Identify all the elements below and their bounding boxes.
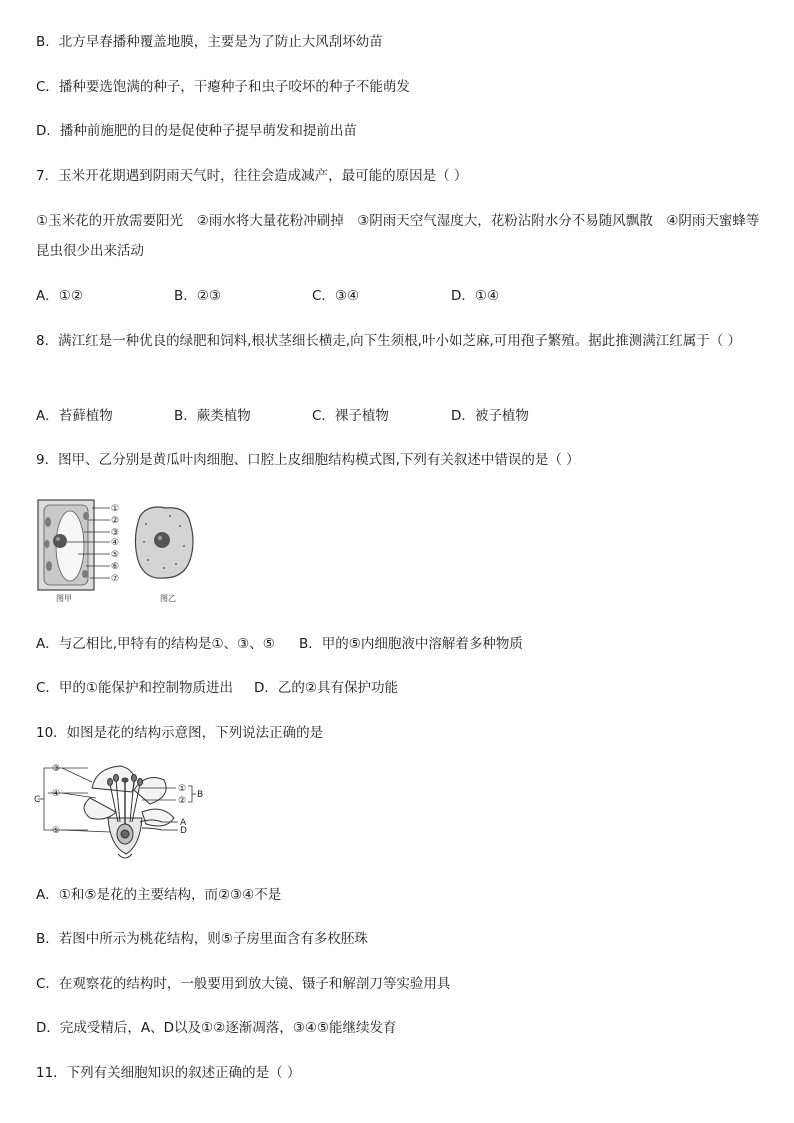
flower-label-a: A [180,818,187,828]
q6-option-c: C．播种要选饱满的种子，干瘪种子和虫子咬坏的种子不能萌发 [36,79,410,95]
flower-structure-figure [34,762,214,862]
fig-label-3: ③ [111,528,120,538]
fig-label-5: ⑤ [111,550,120,560]
q10-option-d: D．完成受精后，A、D以及①②逐渐凋落，③④⑤能继续发育 [36,1020,397,1036]
q7-option-a: A．①② [36,288,83,304]
fig-label-1: ① [111,504,120,514]
q8-option-a: A．苔藓植物 [36,408,113,424]
q7-stem: 7．玉米开花期遇到阴雨天气时，往往会造成减产，最可能的原因是（ ） [36,168,468,184]
plant-cell-diagram [38,500,94,590]
q8-option-d: D．被子植物 [451,408,529,424]
q6-option-d: D．播种前施肥的目的是促使种子提早萌发和提前出苗 [36,123,357,139]
q8-stem: 8．满江红是一种优良的绿肥和饲料,根状茎细长横走,向下生须根,叶小如芝麻,可用孢子繁殖。据此推测满江红属于（ ） [36,333,742,349]
brace-b-label: B [197,790,204,800]
fig-label-7: ⑦ [111,574,120,584]
q11-stem: 11．下列有关细胞知识的叙述正确的是（ ） [36,1065,301,1081]
q10-option-a: A．①和⑤是花的主要结构，而②③④不是 [36,887,282,903]
fig-label-6: ⑥ [111,562,120,572]
caption-animal-cell: 图乙 [160,594,176,603]
brace-c-label: C [34,795,41,805]
q9-option-a: A．与乙相比,甲特有的结构是①、③、⑤ [36,636,275,652]
flower-label-4: ④ [52,789,61,799]
animal-cell-diagram [135,507,193,578]
flower-label-3: ③ [52,764,61,774]
q10-stem: 10．如图是花的结构示意图，下列说法正确的是 [36,725,324,741]
fig-label-2: ② [111,516,120,526]
q9-option-d: D．乙的②具有保护功能 [254,680,398,696]
q10-option-b: B．若图中所示为桃花结构，则⑤子房里面含有多枚胚珠 [36,931,368,947]
flower-label-2: ② [178,796,187,806]
q7-option-c: C．③④ [312,288,360,304]
flower-label-5: ⑤ [52,826,61,836]
q7-option-d: D．①④ [451,288,500,304]
q9-option-c: C．甲的①能保护和控制物质进出 [36,680,234,696]
fig-label-4: ④ [111,538,120,548]
q7-statements: ①玉米花的开放需要阳光 ②雨水将大量花粉冲刷掉 ③阴雨天空气湿度大，花粉沾附水分不易随风飘散 ④阴雨天蜜蜂等昆虫很少出来活动 [36,213,760,259]
q7-option-b: B．②③ [174,288,221,304]
q10-option-c: C．在观察花的结构时，一般要用到放大镜、镊子和解剖刀等实验用具 [36,976,451,992]
q9-option-b: B．甲的⑤内细胞液中溶解着多种物质 [299,636,523,652]
flower-label-1: ① [178,784,187,794]
q6-option-b: B．北方早春播种覆盖地膜，主要是为了防止大风刮坏幼苗 [36,34,383,50]
caption-plant-cell: 图甲 [56,594,72,603]
cell-structure-figure [34,494,204,606]
q8-option-b: B．蕨类植物 [174,408,251,424]
flower-diagram [84,766,174,858]
q8-option-c: C．裸子植物 [312,408,389,424]
flower-label-d: D [180,826,187,836]
q9-stem: 9．图甲、乙分别是黄瓜叶肉细胞、口腔上皮细胞结构模式图,下列有关叙述中错误的是（ ） [36,452,580,468]
